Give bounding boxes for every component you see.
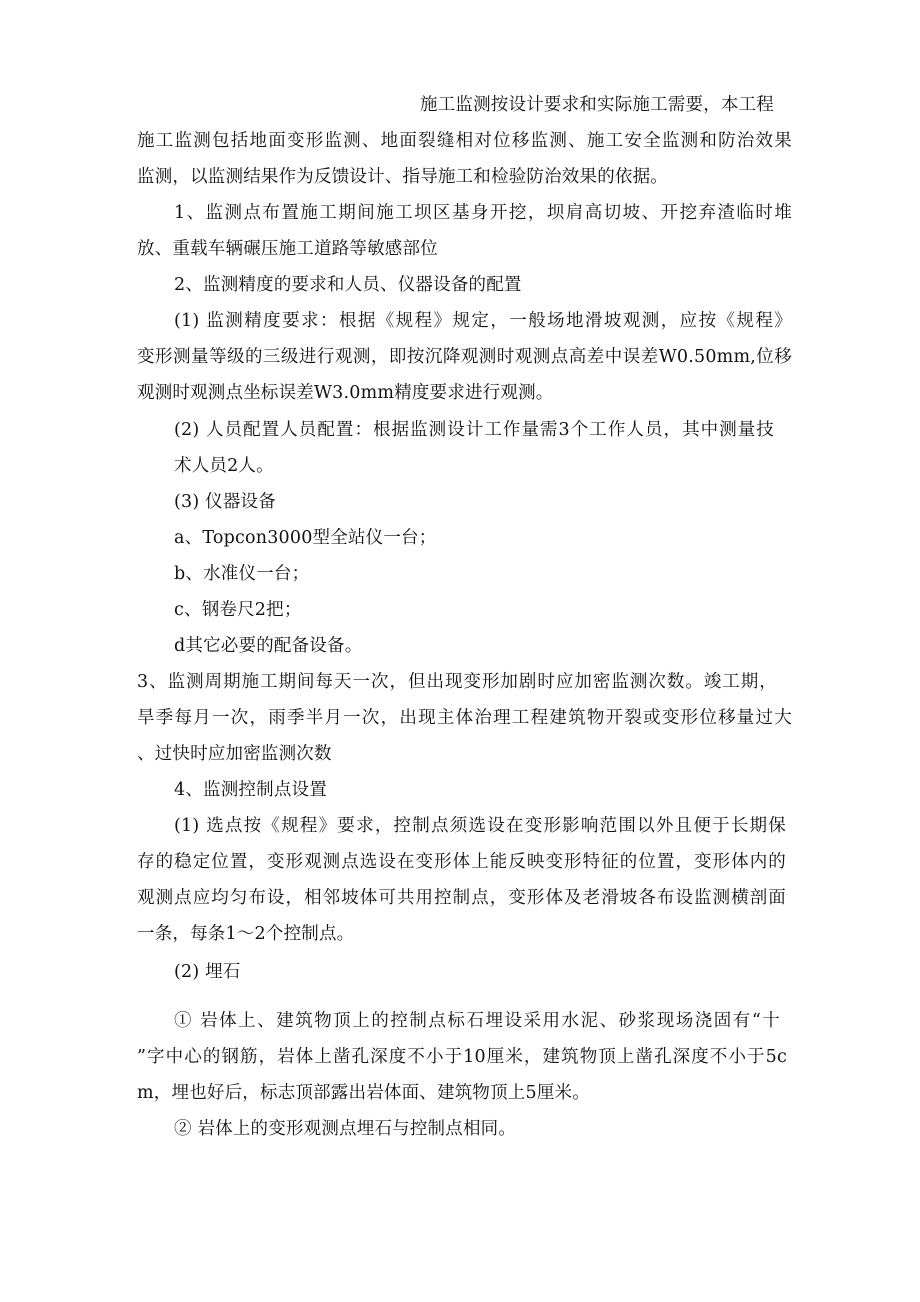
text-line: 变形测量等级的三级进行观测，即按沉降观测时观测点高差中误差W0.50mm,位移 — [137, 347, 792, 367]
text-line: 监测，以监测结果作为反馈设计、指导施工和检验防治效果的依据。 — [137, 167, 668, 187]
text-line: 术人员2人。 — [174, 456, 274, 476]
text-line: 1、监测点布置施工期间施工坝区基身开挖，坝肩高切坡、开挖弃渣临时堆 — [174, 203, 792, 223]
text-line: a、Topcon3000型全站仪一台； — [174, 528, 437, 548]
text-line: 、过快时应加密监测次数 — [137, 744, 332, 764]
text-line: 旱季每月一次，雨季半月一次，出现主体治理工程建筑物开裂或变形位移量过大 — [137, 708, 792, 728]
text-line: 施工监测包括地面变形监测、地面裂缝相对位移监测、施工安全监测和防治效果 — [137, 131, 792, 151]
text-line: (2) 埋石 — [174, 962, 241, 982]
text-line: ”字中心的钢筋，岩体上凿孔深度不小于10厘米，建筑物顶上凿孔深度不小于5c — [137, 1047, 787, 1067]
text-line: 2、监测精度的要求和人员、仪器设备的配置 — [174, 275, 522, 295]
text-line: 存的稳定位置，变形观测点选设在变形体上能反映变形特征的位置，变形体内的 — [137, 852, 786, 872]
text-line: ② 岩体上的变形观测点埋石与控制点相同。 — [174, 1119, 517, 1139]
text-line: 观测点应均匀布设，相邻坡体可共用控制点，变形体及老滑坡各布设监测横剖面 — [137, 888, 786, 908]
text-line: (2) 人员配置人员配置：根据监测设计工作量需3个工作人员，其中测量技 — [174, 420, 774, 440]
text-line: m，埋也好后，标志顶部露出岩体面、建筑物顶上5厘米。 — [137, 1083, 590, 1103]
text-line: 3、监测周期施工期间每天一次，但出现变形加剧时应加密监测次数。竣工期， — [137, 672, 777, 692]
text-line: ① 岩体上、建筑物顶上的控制点标石埋设采用水泥、砂浆现场浇固有“十 — [174, 1011, 780, 1031]
text-line: 施工监测按设计要求和实际施工需要，本工程 — [420, 95, 774, 115]
text-line: (1) 选点按《规程》要求，控制点须选设在变形影响范围以外且便于长期保 — [174, 816, 786, 836]
text-line: 放、重载车辆碾压施工道路等敏感部位 — [137, 239, 438, 259]
text-line: (3) 仪器设备 — [174, 492, 276, 512]
text-line: b、水准仪一台； — [174, 564, 310, 584]
text-line: 一条，每条1～2个控制点。 — [137, 924, 355, 944]
text-line: 观测时观测点坐标误差W3.0mm精度要求进行观测。 — [137, 383, 554, 403]
text-line: (1) 监测精度要求：根据《规程》规定，一般场地滑坡观测，应按《规程》 — [174, 311, 792, 331]
text-line: c、钢卷尺2把； — [174, 600, 302, 620]
text-line: 4、监测控制点设置 — [174, 780, 327, 800]
text-line: d其它必要的配备设备。 — [174, 636, 363, 656]
